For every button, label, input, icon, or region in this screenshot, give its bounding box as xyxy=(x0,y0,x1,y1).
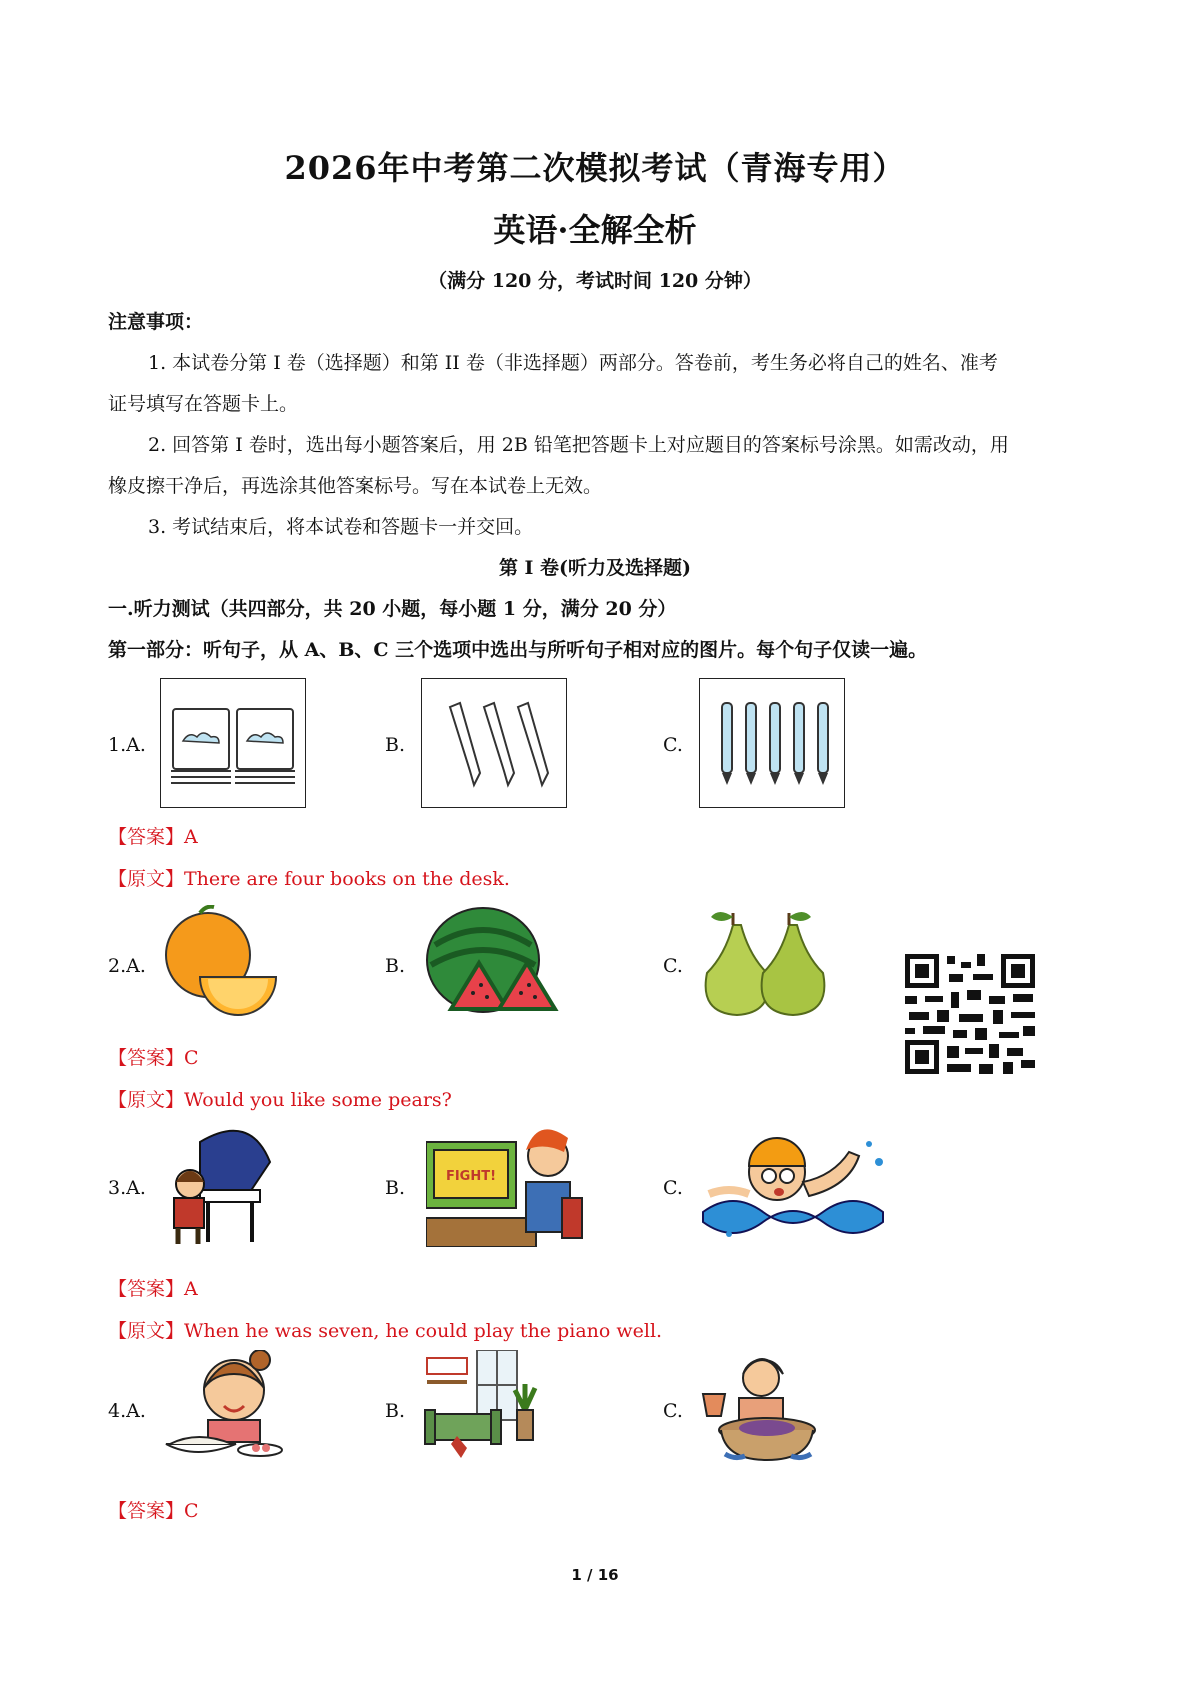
q4-option-a-label: 4.A. xyxy=(108,1400,146,1422)
pens-icon xyxy=(699,678,845,808)
qr-code-icon xyxy=(903,952,1037,1076)
part-instruction: 第一部分：听句子，从 A、B、C 三个选项中选出与所听句子相对应的图片。每个句子仅读一遍。 xyxy=(108,639,928,661)
notice-item-1-line-2: 证号填写在答题卡上。 xyxy=(108,393,299,415)
notice-heading: 注意事项： xyxy=(108,311,204,333)
q2-answer: 【答案】C xyxy=(108,1047,199,1069)
score-info: （满分 120 分，考试时间 120 分钟） xyxy=(428,270,762,292)
q2-option-b-label: B. xyxy=(385,955,406,977)
orange-icon xyxy=(160,905,280,1020)
q1-answer: 【答案】A xyxy=(108,826,198,848)
notice-item-3: 3. 考试结束后，将本试卷和答题卡一并交回。 xyxy=(148,516,534,538)
swimmer-icon xyxy=(699,1122,899,1247)
page-number: 1 / 16 xyxy=(571,1566,619,1584)
part-title: 一.听力测试（共四部分，共 20 小题，每小题 1 分，满分 20 分） xyxy=(108,598,677,620)
q2-original-text: 【原文】Would you like some pears? xyxy=(108,1089,452,1111)
q2-option-c-label: C. xyxy=(663,955,683,977)
notice-item-1-line-1: 1. 本试卷分第 I 卷（选择题）和第 II 卷（非选择题）两部分。答卷前，考生务必将自己的姓名、准考 xyxy=(148,352,998,374)
q1-option-a-label: 1.A. xyxy=(108,734,146,756)
computer-game-icon xyxy=(426,1122,586,1247)
svg-text:FIGHT!: FIGHT! xyxy=(445,1169,497,1184)
q1-option-c-label: C. xyxy=(663,734,683,756)
q3-option-c-label: C. xyxy=(663,1177,683,1199)
q3-option-a-label: 3.A. xyxy=(108,1177,146,1199)
q3-answer: 【答案】A xyxy=(108,1278,198,1300)
piano-player-icon xyxy=(160,1122,275,1247)
pears-icon xyxy=(699,905,829,1020)
notice-item-2-line-2: 橡皮擦干净后，再选涂其他答案标号。写在本试卷上无效。 xyxy=(108,475,603,497)
exam-subtitle: 英语·全解全析 xyxy=(493,211,697,249)
volume-heading: 第 I 卷(听力及选择题) xyxy=(498,557,692,579)
books-icon xyxy=(160,678,306,808)
watermelon-icon xyxy=(421,905,561,1020)
q4-option-b-label: B. xyxy=(385,1400,406,1422)
living-room-icon xyxy=(421,1350,551,1465)
q4-option-c-label: C. xyxy=(663,1400,683,1422)
q3-original-text: 【原文】When he was seven, he could play the piano well. xyxy=(108,1320,663,1342)
eating-girl-icon xyxy=(160,1350,290,1465)
q4-answer: 【答案】C xyxy=(108,1500,199,1522)
pencils-icon xyxy=(421,678,567,808)
q3-option-b-label: B. xyxy=(385,1177,406,1199)
notice-item-2-line-1: 2. 回答第 I 卷时，选出每小题答案后，用 2B 铅笔把答题卡上对应题目的答案标号涂黑。如需改动，用 xyxy=(148,434,1009,456)
exam-title: 2026年中考第二次模拟考试（青海专用） xyxy=(284,149,906,187)
q2-option-a-label: 2.A. xyxy=(108,955,146,977)
q1-original-text: 【原文】There are four books on the desk. xyxy=(108,868,510,890)
q1-option-b-label: B. xyxy=(385,734,406,756)
washing-clothes-icon xyxy=(699,1350,819,1465)
